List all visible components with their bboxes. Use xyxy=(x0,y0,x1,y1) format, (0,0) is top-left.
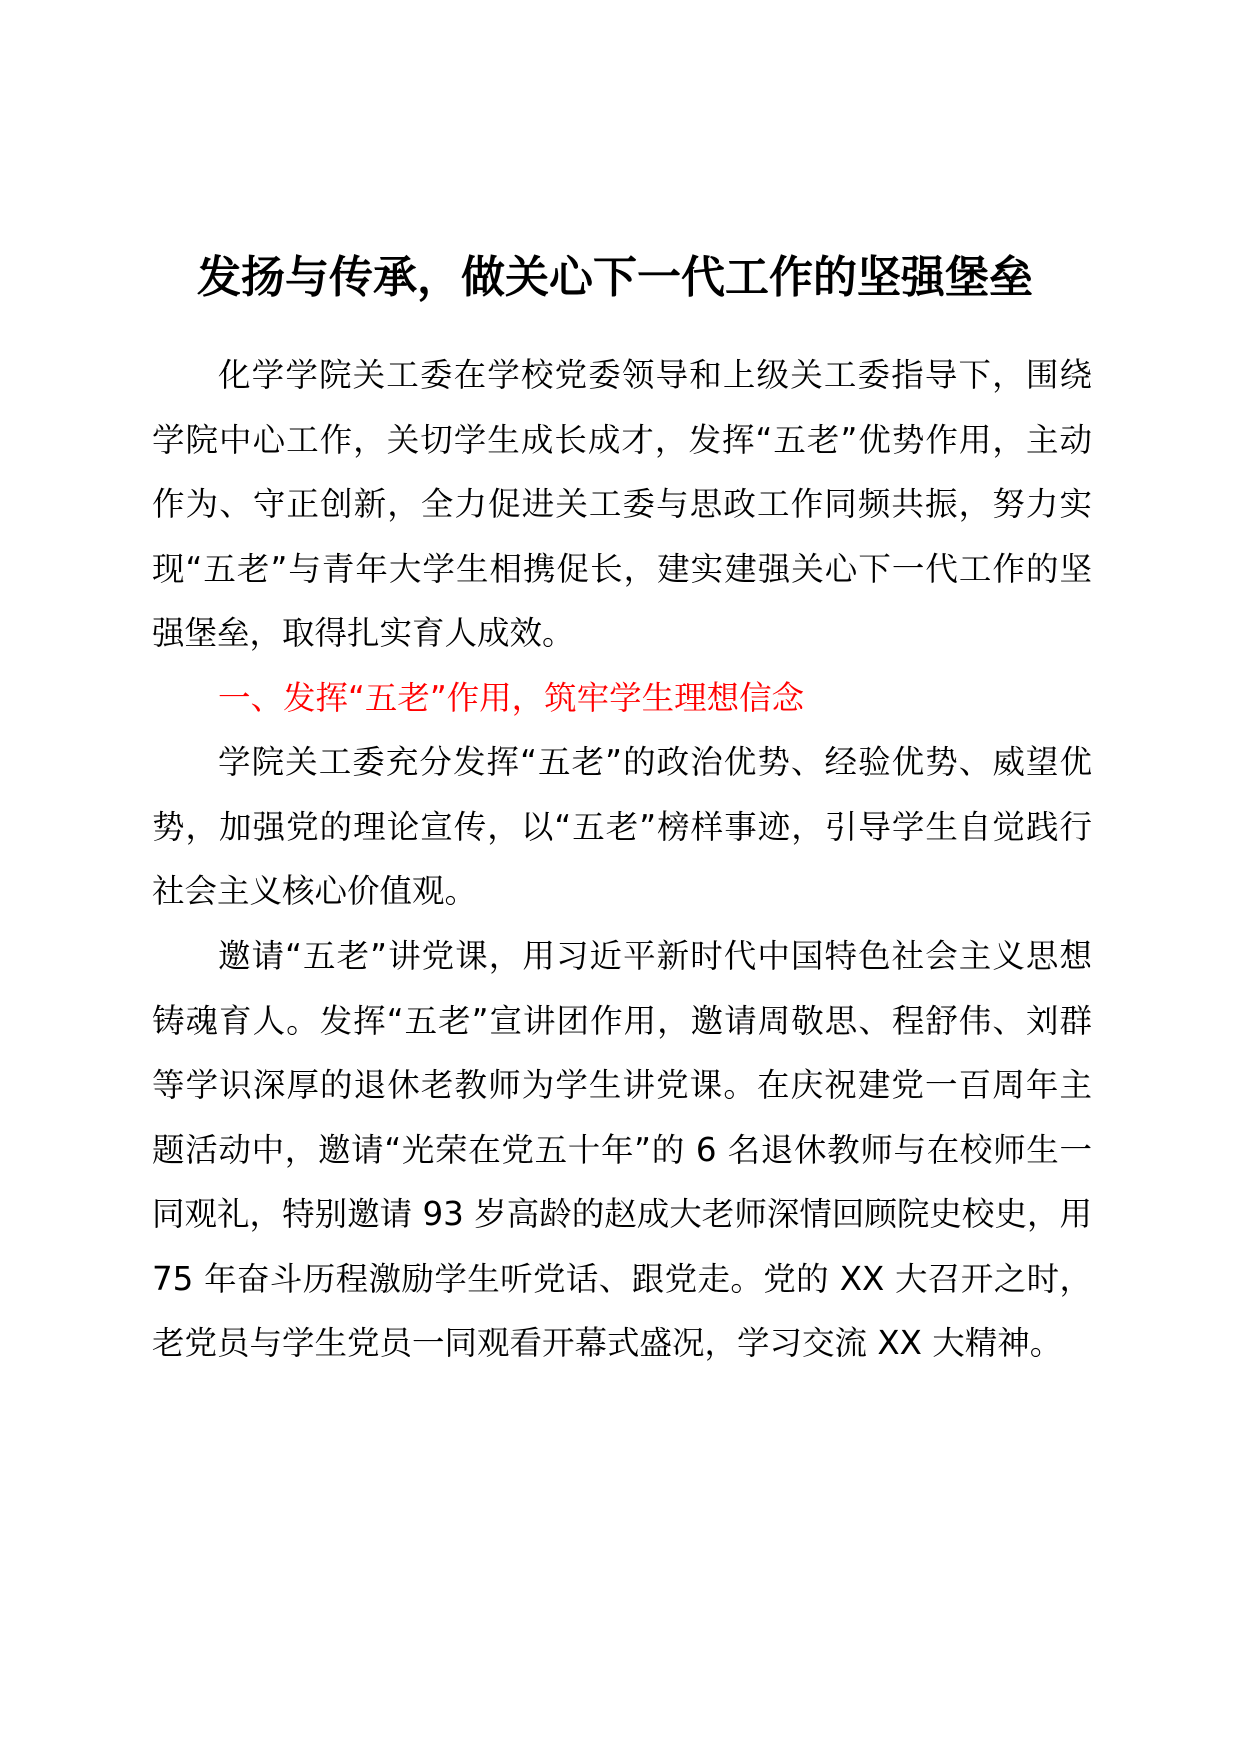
document-title: 发扬与传承，做关心下一代工作的坚强堡垒 xyxy=(197,252,1033,303)
intro-paragraph: 化学学院关工委在学校党委领导和上级关工委指导下，围绕学院中心工作，关切学生成长成才，发挥“五老”优势作用，主动作为、守正创新，全力促进关工委与思政工作同频共振，努力实现“五老”与青年大学生相携促长，建实建强关心下一代工作的坚强堡垒，取得扎实育人成效。 xyxy=(152,356,1092,652)
section1-paragraph-2: 邀请“五老”讲党课，用习近平新时代中国特色社会主义思想铸魂育人。发挥“五老”宣讲团作用，邀请周敬思、程舒伟、刘群等学识深厚的退休老教师为学生讲党课。在庆祝建党一百周年主题活动中，邀请“光荣在党五十年”的 6 名退休教师与在校师生一同观礼，特别邀请 93 岁高龄的赵成大老师深情回顾院史校史，用 75 年奋斗历程激励学生听党话、跟党走。党的 XX 大召开之时，老党员与学生党员一同观看开幕式盛况，学习交流 XX 大精神。 xyxy=(152,937,1092,1362)
section-heading-1: 一、发挥“五老”作用，筑牢学生理想信念 xyxy=(218,679,805,717)
section1-paragraph-1: 学院关工委充分发挥“五老”的政治优势、经验优势、威望优势，加强党的理论宣传，以“五老”榜样事迹，引导学生自觉践行社会主义核心价值观。 xyxy=(152,743,1092,910)
